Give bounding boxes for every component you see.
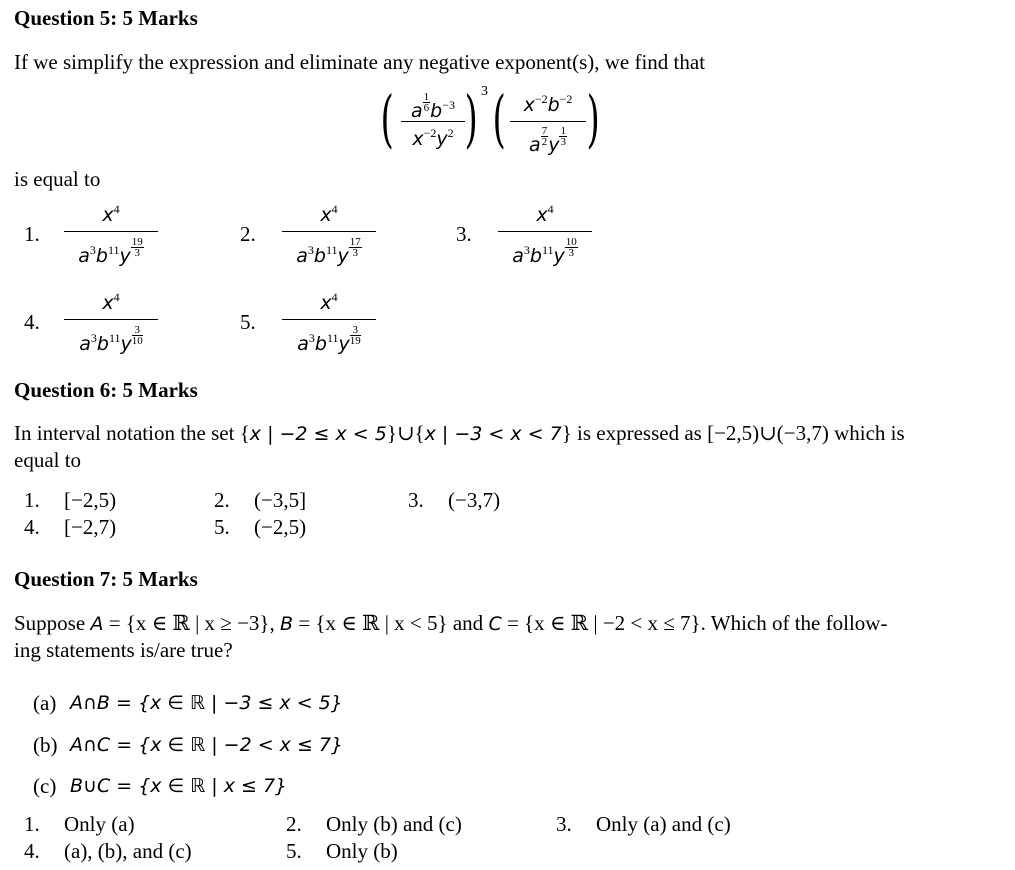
question-7-prompt-line2: ing statements is/are true? xyxy=(14,638,233,662)
question-7-option-label: 4. xyxy=(24,839,40,863)
question-6-prompt-line2: equal to xyxy=(14,448,82,472)
question-7-statement-c: B∪C = {x ∈ ℝ | x ≤ 7} xyxy=(70,775,288,797)
question-5-option-label: 2. xyxy=(240,222,256,246)
question-5-option-label: 1. xyxy=(24,222,40,246)
question-6-option-5[interactable]: (−2,5) xyxy=(254,515,307,539)
question-7-heading: Question 7 xyxy=(14,567,111,591)
question-7-option-4[interactable]: (a), (b), and (c) xyxy=(64,839,192,863)
question-6-option-4[interactable]: [−2,7) xyxy=(64,515,117,539)
question-7-option-3[interactable]: Only (a) and (c) xyxy=(596,812,731,836)
question-6-option-label: 3. xyxy=(408,488,424,512)
question-7-option-1[interactable]: Only (a) xyxy=(64,812,135,836)
right-fraction: $x^{-2}b^{-2}$ a $\frac{7}{2}$ y $\frac{1}{3}$ xyxy=(510,88,586,156)
question-5-expression xyxy=(380,82,613,158)
right-paren-close: ) xyxy=(586,82,600,155)
question-7-statement-label: (b) xyxy=(33,733,58,757)
question-5-option-label: 5. xyxy=(240,310,256,334)
question-5-option-4[interactable]: $x^4$ $a^3b^{11}y$ $\frac{3}{10}$ xyxy=(64,288,158,358)
question-5-option-1[interactable]: $x^4$ $a^3b^{11}y$ $\frac{19}{3}$ xyxy=(64,200,158,270)
question-5-option-3[interactable]: $x^4$ $a^3b^{11}y$ $\frac{10}{3}$ xyxy=(498,200,592,270)
question-7-prompt-line1: Suppose A = {x ∈ ℝ | x ≥ −3}, B = {x ∈ ℝ | x < 5} and C = {x ∈ ℝ | −2 < x ≤ 7}. Which of the follow- xyxy=(14,611,888,635)
question-5-option-5[interactable]: $x^4$ $a^3b^{11}y$ $\frac{3}{19}$ xyxy=(282,288,376,358)
question-6-option-3[interactable]: (−3,7) xyxy=(448,488,501,512)
question-6-option-label: 1. xyxy=(24,488,40,512)
question-5-prompt: If we simplify the expression and eliminate any negative exponent(s), we find that xyxy=(14,50,706,74)
question-5-marks: : 5 Marks xyxy=(110,6,198,30)
question-7-option-5[interactable]: Only (b) xyxy=(326,839,398,863)
question-7-statement-a: A∩B = {x ∈ ℝ | −3 ≤ x < 5} xyxy=(70,692,343,714)
question-6-option-label: 2. xyxy=(214,488,230,512)
question-6-option-label: 5. xyxy=(214,515,230,539)
question-5-option-label: 3. xyxy=(456,222,472,246)
question-6-option-label: 4. xyxy=(24,515,40,539)
outer-exponent: 3 xyxy=(481,84,488,99)
question-6-marks: : 5 Marks xyxy=(110,378,198,402)
question-7-marks: : 5 Marks xyxy=(110,567,198,591)
question-7-option-label: 1. xyxy=(24,812,40,836)
question-7-title xyxy=(14,567,198,592)
question-6-prompt-line1: In interval notation the set {x | −2 ≤ x < 5}∪{x | −3 < x < 7} is expressed as [−2,5)∪(−3,7) which is xyxy=(14,421,905,445)
question-7-option-label: 2. xyxy=(286,812,302,836)
question-5-after: is equal to xyxy=(14,167,101,191)
question-6-heading: Question 6 xyxy=(14,378,111,402)
question-7-statement-label: (a) xyxy=(33,691,57,715)
left-fraction: a $\frac{1}{6}$ $b^{-3}$ $x^{-2}y^2$ xyxy=(401,88,465,156)
question-6-option-2[interactable]: (−3,5] xyxy=(254,488,307,512)
left-paren-close: ) xyxy=(464,82,478,155)
right-paren-open: ( xyxy=(492,82,506,155)
left-paren-open: ( xyxy=(380,82,394,155)
question-7-statement-b: A∩C = {x ∈ ℝ | −2 < x ≤ 7} xyxy=(70,734,344,756)
question-5-heading: Question 5 xyxy=(14,6,111,30)
question-5-title xyxy=(14,6,198,31)
question-5-option-label: 4. xyxy=(24,310,40,334)
question-7-option-2[interactable]: Only (b) and (c) xyxy=(326,812,462,836)
question-7-option-label: 5. xyxy=(286,839,302,863)
question-6-option-1[interactable]: [−2,5) xyxy=(64,488,117,512)
question-7-statement-label: (c) xyxy=(33,774,57,798)
question-6-title xyxy=(14,378,198,403)
question-7-option-label: 3. xyxy=(556,812,572,836)
question-5-option-2[interactable]: $x^4$ $a^3b^{11}y$ $\frac{17}{3}$ xyxy=(282,200,376,270)
